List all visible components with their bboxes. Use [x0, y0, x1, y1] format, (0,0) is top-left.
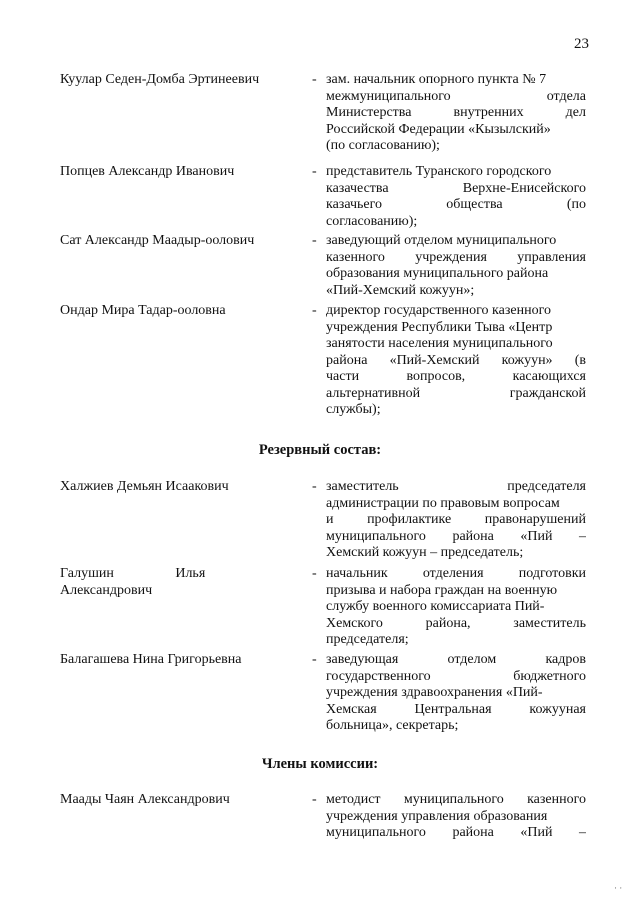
member-name: Маады Чаян Александрович	[60, 792, 230, 807]
list-dash: -	[312, 233, 317, 248]
scan-mark: · ·	[614, 883, 623, 893]
member-position: заведующий отделом муниципального казенного учреждения управления образования муниципального района «Пий-Хемский кожуун»;	[326, 233, 586, 298]
member-name: Галушин Илья Александрович	[60, 566, 206, 598]
members-heading: Члены комиссии:	[261, 756, 379, 772]
member-position: зам. начальник опорного пункта № 7 межмуниципального отдела Министерства внутренних дел Российской Федерации «Кызылский» (по согласованию);	[326, 72, 586, 153]
member-position: начальник отделения подготовки призыва и набора граждан на военную службу военного комиссариата Пий- Хемского района, заместитель председателя;	[326, 566, 586, 647]
list-dash: -	[312, 72, 317, 87]
member-name: Халжиев Демьян Исаакович	[60, 479, 229, 494]
member-position: заместитель председателя администрации по правовым вопросам и профилактике правонарушений муниципального района «Пий – Хемский кожуун – председатель;	[326, 479, 586, 560]
list-dash: -	[312, 479, 317, 494]
reserve-heading: Резервный состав:	[258, 442, 382, 458]
member-name: Куулар Седен-Домба Эртинеевич	[60, 72, 260, 87]
member-position: директор государственного казенного учреждения Республики Тыва «Центр занятости населения муниципального района «Пий-Хемский кожуун» (в части вопросов, касающихся альтернативной гражданской службы);	[326, 303, 586, 417]
member-name: Сат Александр Маадыр-оолович	[60, 233, 255, 248]
member-position: заведующая отделом кадров государственного бюджетного учреждения здравоохранения «Пий- Хемская Центральная кожууная больница», секретарь;	[326, 652, 586, 733]
member-position: методист муниципального казенного учреждения управления образования муниципального района «Пий –	[326, 792, 586, 840]
list-dash: -	[312, 566, 317, 581]
list-dash: -	[312, 652, 317, 667]
list-dash: -	[312, 303, 317, 318]
member-position: представитель Туранского городского казачества Верхне-Енисейского казачьего общества (по согласованию);	[326, 164, 586, 229]
page-number: 23	[574, 36, 589, 52]
list-dash: -	[312, 792, 317, 807]
member-name: Попцев Александр Иванович	[60, 164, 235, 179]
member-name: Балагашева Нина Григорьевна	[60, 652, 242, 667]
member-name: Ондар Мира Тадар-ооловна	[60, 303, 226, 318]
list-dash: -	[312, 164, 317, 179]
